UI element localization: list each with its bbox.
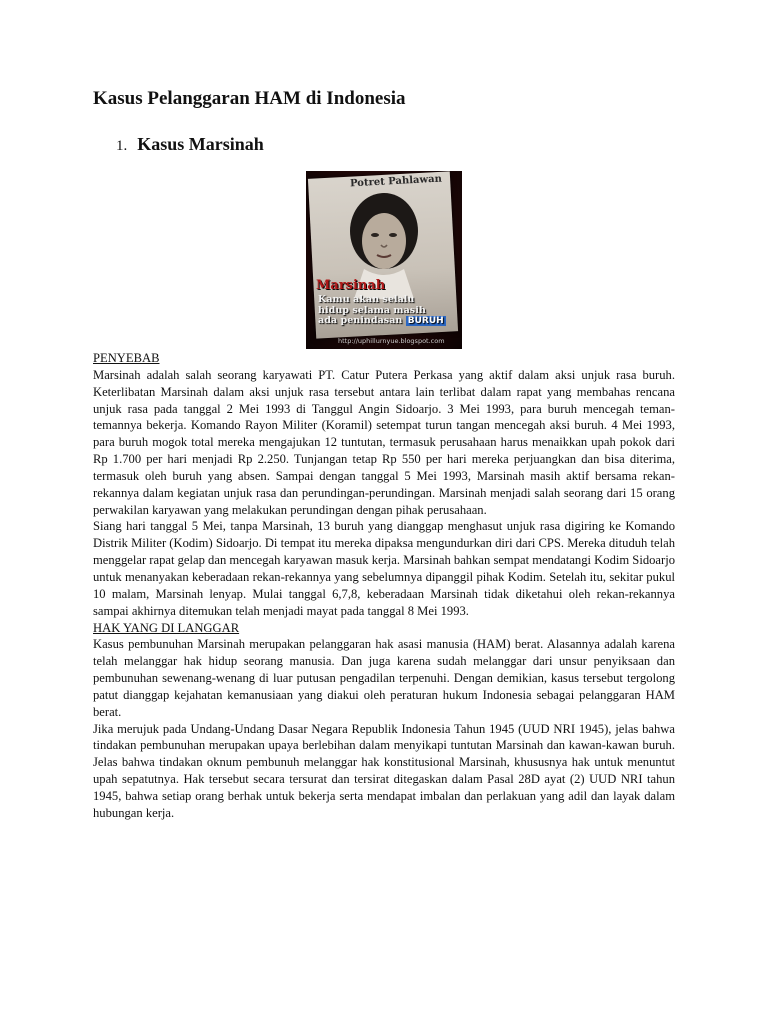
poster-highlight-word: BURUH <box>407 316 444 326</box>
poster-quote-line: Kamu akan selalu <box>318 294 415 305</box>
section-heading <box>116 134 264 155</box>
hak-paragraph: Kasus pembunuhan Marsinah merupakan pelanggaran hak asasi manusia (HAM) berat. Alasannya adalah karena telah melanggar hak hidup seorang manusia. Dan juga karena sudah melanggar dari unsur penyiksaan dan pembunuhan sewenang-wenang di luar putusan pengadilan terpenuhi. Dengan demikian, kasus tersebut tergolong patut dianggap kejahatan kemanusiaan yang diakui oleh peraturan hukum Indonesia sebagai pelanggaran HAM berat. <box>93 637 675 719</box>
document-body <box>93 350 675 822</box>
poster-url: http://uphillurnyue.blogspot.com <box>338 337 445 345</box>
section-number: 1. <box>116 138 128 154</box>
poster-quote-line: ada penindasan <box>318 315 403 326</box>
hak-paragraph: Jika merujuk pada Undang-Undang Dasar Negara Republik Indonesia Tahun 1945 (UUD NRI 1945), jelas bahwa tindakan pembunuhan merupakan upaya berlebihan dalam menyikapi tuntutan Marsinah dan kawan-kawan buruh. Jelas bahwa tindakan oknum pembunuh melanggar hak konstitusional Marsinah, khususnya hak untuk menuntut upah sepatutnya. Hak tersebut secara tersurat dan tersirat ditegaskan dalam Pasal 28D ayat (2) UUD NRI tahun 1945, bahwa setiap orang berhak untuk bekerja serta mendapat imbalan dan perlakuan yang adil dan layak dalam hubungan kerja. <box>93 721 675 820</box>
poster-quote <box>318 295 458 327</box>
poster-caption-top: Potret Pahlawan <box>349 173 443 190</box>
poster-name: Marsinah <box>316 278 386 293</box>
marsinah-poster-image <box>306 171 462 349</box>
penyebab-paragraph: Marsinah adalah salah seorang karyawati PT. Catur Putera Perkasa yang aktif dalam aksi unjuk rasa buruh. Keterlibatan Marsinah dalam aksi unjuk rasa tersebut antara lain terlibat dalam rapat yang membahas rencana unjuk rasa pada tanggal 2 Mei 1993 di Tanggul Angin Sidoarjo. 3 Mei 1993, para buruh mencegah teman-temannya bekerja. Komando Rayon Militer (Koramil) setempat turun tangan mencegah aksi buruh. 4 Mei 1993, para buruh mogok total mereka mengajukan 12 tuntutan, termasuk perusahaan harus menaikkan upah pokok dari Rp 1.700 per hari menjadi Rp 2.250. Tunjangan tetap Rp 550 per hari mereka perjuangkan dan bisa diterima, termasuk oleh buruh yang absen. Sampai dengan tanggal 5 Mei 1993, Marsinah masih aktif bersama rekan-rekannya dalam kegiatan unjuk rasa dan perundingan-perundingan. Marsinah menjadi salah seorang dari 15 orang perwakilan karyawan yang melakukan perundingan dengan pihak perusahaan. <box>93 367 675 517</box>
penyebab-heading: PENYEBAB <box>93 351 160 365</box>
poster-quote-line: hidup selama masih <box>318 304 426 316</box>
hak-heading: HAK YANG DI LANGGAR <box>93 620 240 635</box>
penyebab-paragraph: Siang hari tanggal 5 Mei, tanpa Marsinah, 13 buruh yang dianggap menghasut unjuk rasa digiring ke Komando Distrik Militer (Kodim) Sidoarjo. Di tempat itu mereka dipaksa mengundurkan diri dari CPS. Mereka dituduh telah menggelar rapat gelap dan mencegah karyawan masuk kerja. Marsinah bahkan sempat mendatangi Kodim Sidoarjo untuk menanyakan keberadaan rekan-rekannya yang sebelumnya dipanggil pihak Kodim. Setelah itu, sekitar pukul 10 malam, Marsinah lenyap. Mulai tanggal 6,7,8, keberadaan Marsinah tidak diketahui oleh rekan-rekannya sampai akhirnya ditemukan telah menjadi mayat pada tanggal 8 Mei 1993. <box>93 519 675 618</box>
document-title: Kasus Pelanggaran HAM di Indonesia <box>93 88 406 109</box>
section-title: Kasus Marsinah <box>137 134 264 154</box>
